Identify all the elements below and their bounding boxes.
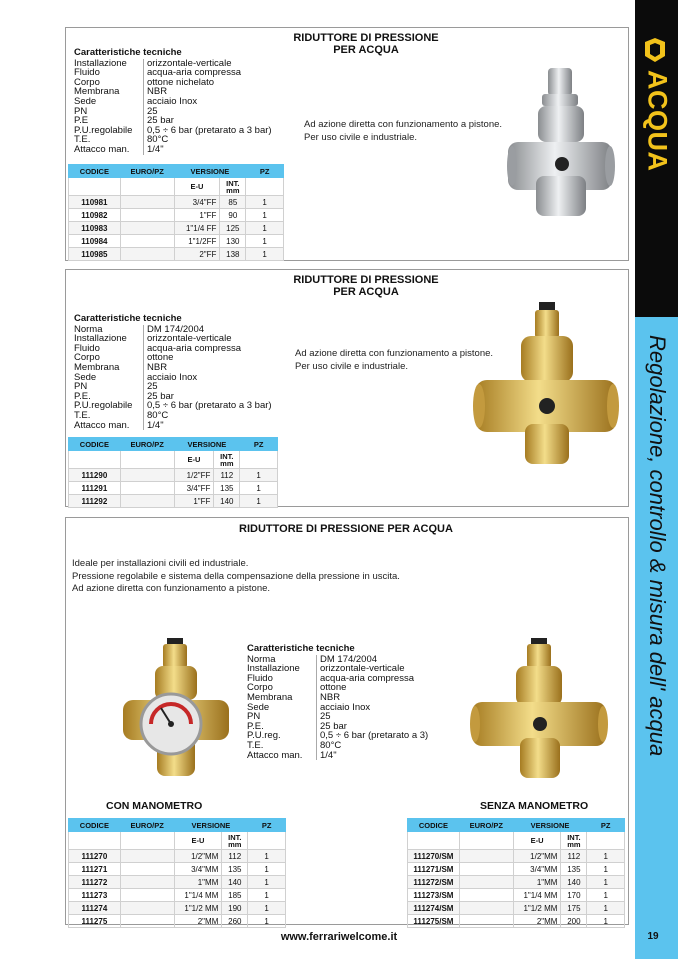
spec-row (74, 373, 272, 383)
spec-row (247, 751, 428, 761)
spec-value: 25 (147, 105, 158, 117)
spec-label: Sede (74, 97, 144, 107)
spec-value: 25 (320, 711, 331, 723)
spec-value: NBR (147, 86, 168, 98)
spec-label: Fluido (74, 344, 144, 354)
version-cell: 2"FF (174, 248, 220, 261)
spec-label: T.E. (74, 411, 144, 421)
qty-cell: 1 (248, 902, 286, 915)
int-mm-cell: 190 (222, 902, 248, 915)
version-cell: 3/4"FF (174, 196, 220, 209)
spec-value: ottone (147, 352, 174, 364)
int-mm-cell: 130 (220, 235, 246, 248)
product-table: CODICE EURO/PZ VERSIONE PZ E-U INT. mm 110981 3/4"FF 85 1 110982 1"FF 90 1 110983 1"1/4 FF 125 1 110984 1"1/2FF 130 1 110985 2"FF 138 1 (68, 164, 284, 261)
table-row (69, 495, 278, 508)
product-table-with-manometer: CODICE EURO/PZ VERSIONE PZ E-U INT. mm 111270 1/2"MM 112 1 111271 3/4"MM 135 1 111272 1"MM 140 1 111273 1"1/4 MM 185 1 111274 1"1/2 MM 190 1 111275 2"MM 260 1 (68, 818, 286, 928)
price-cell (120, 222, 174, 235)
version-cell: 1/2"MM (513, 850, 561, 863)
spec-label: T.E. (247, 741, 317, 751)
int-mm-cell: 90 (220, 209, 246, 222)
qty-cell: 1 (246, 222, 284, 235)
qty-cell: 1 (246, 196, 284, 209)
qty-cell: 1 (246, 248, 284, 261)
table-row (69, 235, 284, 248)
spec-label: Membrana (74, 87, 144, 97)
price-cell (120, 889, 174, 902)
int-mm-cell: 185 (222, 889, 248, 902)
qty-cell: 1 (248, 863, 286, 876)
side-section-title: Regolazione, controllo & misura dell' acqua (645, 335, 670, 757)
product-code: 111274 (69, 902, 121, 915)
int-mm-cell: 260 (222, 915, 248, 928)
int-mm-cell: 140 (222, 876, 248, 889)
product-table-without-manometer: CODICE EURO/PZ VERSIONE PZ E-U INT. mm 111270/SM 1/2"MM 112 1 111271/SM 3/4"MM 135 1 111272/SM 1"MM 140 1 111273/SM 1"1/4 MM 170 1 111274/SM 1"1/2 MM 175 1 111275/SM 2"MM 200 1 (407, 818, 625, 928)
qty-cell: 1 (248, 915, 286, 928)
price-cell (120, 235, 174, 248)
version-cell: 1"1/2 MM (174, 902, 222, 915)
product-code: 111270 (69, 850, 121, 863)
spec-value: orizzontale-verticale (147, 333, 232, 345)
version-cell: 1/2"FF (174, 469, 214, 482)
int-mm-cell: 135 (214, 482, 240, 495)
spec-value: 1/4" (147, 143, 164, 155)
table-row (69, 248, 284, 261)
price-cell (120, 495, 174, 508)
version-cell: 1"MM (174, 876, 222, 889)
qty-cell: 1 (240, 469, 278, 482)
spec-label: Membrana (247, 693, 317, 703)
product-code: 111271/SM (408, 863, 460, 876)
product-code: 110983 (69, 222, 121, 235)
price-cell (459, 876, 513, 889)
product-box-manometer-reducer (65, 517, 629, 925)
page-number: 19 (647, 931, 659, 942)
int-mm-cell: 170 (561, 889, 587, 902)
spec-row (74, 401, 272, 411)
qty-cell: 1 (246, 209, 284, 222)
without-manometer-label: SENZA MANOMETRO (480, 800, 589, 812)
spec-label: T.E. (74, 135, 144, 145)
spec-value: NBR (147, 361, 168, 373)
table-row (69, 850, 286, 863)
product-code: 111275 (69, 915, 121, 928)
spec-label: P.U.regolabile (74, 126, 144, 136)
table-row (408, 876, 625, 889)
product-table: CODICE EURO/PZ VERSIONE PZ E-U INT. mm 111290 1/2"FF 112 1 111291 3/4"FF 135 1 111292 1"FF 140 1 (68, 437, 278, 508)
qty-cell: 1 (248, 889, 286, 902)
qty-cell: 1 (587, 876, 625, 889)
price-cell (459, 889, 513, 902)
spec-row (247, 703, 428, 713)
int-mm-cell: 138 (220, 248, 246, 261)
spec-label: Attacco man. (247, 751, 317, 761)
spec-label: PN (247, 712, 317, 722)
price-cell (459, 863, 513, 876)
int-mm-cell: 135 (222, 863, 248, 876)
side-category-label: ACQUA (642, 70, 673, 172)
table-row (408, 915, 625, 928)
product-intro: Ideale per installazioni civili ed industriale. Pressione regolabile e sistema della compensazione della pressione in uscita. Ad azione diretta con funzionamento a pistone. (72, 558, 400, 594)
table-row (69, 902, 286, 915)
version-cell: 1"1/4 MM (513, 889, 561, 902)
product-code: 110981 (69, 196, 121, 209)
price-cell (120, 915, 174, 928)
spec-value: ottone (320, 682, 347, 694)
qty-cell: 1 (587, 850, 625, 863)
int-mm-cell: 135 (561, 863, 587, 876)
spec-value: orizzontale-verticale (320, 663, 405, 675)
spec-value: 1/4" (147, 419, 164, 431)
product-code: 111292 (69, 495, 121, 508)
spec-value: acqua-aria compressa (147, 67, 241, 79)
product-code: 111291 (69, 482, 121, 495)
spec-label: P.E (74, 116, 144, 126)
spec-label: P.E. (74, 392, 144, 402)
table-row (408, 850, 625, 863)
spec-label: Sede (247, 703, 317, 713)
spec-label: Corpo (74, 78, 144, 88)
version-cell: 1"1/4 FF (174, 222, 220, 235)
price-cell (120, 863, 174, 876)
price-cell (120, 196, 174, 209)
table-row (408, 863, 625, 876)
int-mm-cell: 85 (220, 196, 246, 209)
tech-specs: Caratteristiche tecniche Norma DM 174/2004 Installazione orizzontale-verticale Fluido acqua-aria compressa Corpo ottone Membrana NBR Sede acciaio Inox PN 25 P.E. 25 bar P.U.reg. 0,5 ÷ 6 bar (pretarato a 3) T.E. 80°C Attacco man. 1/4" (247, 643, 429, 761)
spec-value: DM 174/2004 (320, 653, 378, 665)
spec-label: P.U.reg. (247, 731, 317, 741)
product-description: Ad azione diretta con funzionamento a pistone. Per uso civile e industriale. (295, 348, 494, 372)
version-cell: 1"1/2FF (174, 235, 220, 248)
product-code: 111272 (69, 876, 121, 889)
product-code: 111271 (69, 863, 121, 876)
product-box-nickel-reducer (65, 27, 629, 261)
spec-label: PN (74, 382, 144, 392)
spec-label: Norma (247, 655, 317, 665)
brass-pressure-reducer-image (471, 302, 621, 474)
spec-label: Corpo (247, 683, 317, 693)
product-box-brass-reducer (65, 269, 629, 507)
with-manometer-label: CON MANOMETRO (106, 800, 203, 812)
spec-label: Installazione (247, 664, 317, 674)
int-mm-cell: 140 (561, 876, 587, 889)
product-code: 111272/SM (408, 876, 460, 889)
version-cell: 1/2"MM (174, 850, 222, 863)
tech-specs: Caratteristiche tecniche Installazione orizzontale-verticale Fluido acqua-aria compressa Corpo ottone nichelato Membrana NBR Sede acciaio Inox PN 25 P.E 25 bar P.U.regolabile 0,5 ÷ 6 bar (pretarato a 3 bar) T.E. 80°C Attacco man. 1/4" (74, 47, 272, 155)
table-row (69, 196, 284, 209)
reducer-without-manometer-image (466, 638, 611, 783)
spec-label: Norma (74, 325, 144, 335)
version-cell: 1"1/4 MM (174, 889, 222, 902)
spec-value: acciaio Inox (320, 701, 371, 713)
int-mm-cell: 125 (220, 222, 246, 235)
spec-label: Membrana (74, 363, 144, 373)
product-description: Ad azione diretta con funzionamento a pistone. Per uso civile e industriale. (304, 119, 503, 143)
table-row (69, 469, 278, 482)
qty-cell: 1 (240, 495, 278, 508)
spec-label: P.E. (247, 722, 317, 732)
qty-cell: 1 (587, 889, 625, 902)
price-cell (120, 469, 174, 482)
spec-label: Fluido (247, 674, 317, 684)
price-cell (120, 248, 174, 261)
price-cell (120, 876, 174, 889)
spec-label: Installazione (74, 59, 144, 69)
table-row (69, 889, 286, 902)
nickel-pressure-reducer-image (506, 68, 616, 218)
product-code: 111270/SM (408, 850, 460, 863)
int-mm-cell: 112 (214, 469, 240, 482)
spec-label: Corpo (74, 353, 144, 363)
spec-value: acqua-aria compressa (320, 672, 414, 684)
table-row (69, 482, 278, 495)
qty-cell: 1 (248, 850, 286, 863)
spec-row (74, 145, 272, 155)
spec-value: 0,5 ÷ 6 bar (pretarato a 3 bar) (147, 400, 272, 412)
price-cell (120, 902, 174, 915)
spec-value: NBR (320, 691, 341, 703)
table-row (69, 222, 284, 235)
spec-value: ottone nichelato (147, 76, 215, 88)
qty-cell: 1 (246, 235, 284, 248)
product-code: 110982 (69, 209, 121, 222)
int-mm-cell: 112 (222, 850, 248, 863)
int-mm-cell: 112 (561, 850, 587, 863)
spec-value: 25 (147, 381, 158, 393)
price-cell (459, 915, 513, 928)
spec-value: 25 bar (320, 720, 347, 732)
spec-value: 25 bar (147, 115, 174, 127)
price-cell (459, 902, 513, 915)
spec-value: DM 174/2004 (147, 323, 205, 335)
spec-label: Attacco man. (74, 421, 144, 431)
int-mm-cell: 175 (561, 902, 587, 915)
table-row (408, 889, 625, 902)
product-code: 111274/SM (408, 902, 460, 915)
spec-value: 0,5 ÷ 6 bar (pretarato a 3) (320, 730, 429, 742)
spec-label: P.U.regolabile (74, 401, 144, 411)
price-cell (120, 482, 174, 495)
spec-value: acqua-aria compressa (147, 342, 241, 354)
spec-value: 80°C (147, 409, 169, 421)
qty-cell: 1 (240, 482, 278, 495)
version-cell: 1"MM (513, 876, 561, 889)
product-code: 110984 (69, 235, 121, 248)
version-cell: 1"FF (174, 209, 220, 222)
int-mm-cell: 140 (214, 495, 240, 508)
spec-value: 0,5 ÷ 6 bar (pretarato a 3 bar) (147, 124, 272, 136)
qty-cell: 1 (587, 915, 625, 928)
spec-value: orizzontale-verticale (147, 57, 232, 69)
product-code: 110985 (69, 248, 121, 261)
version-cell: 1"FF (174, 495, 214, 508)
product-code: 111273 (69, 889, 121, 902)
spec-label: Sede (74, 373, 144, 383)
qty-cell: 1 (587, 863, 625, 876)
table-row (69, 863, 286, 876)
spec-value: acciaio Inox (147, 371, 198, 383)
version-cell: 2"MM (513, 915, 561, 928)
version-cell: 2"MM (174, 915, 222, 928)
spec-value: 25 bar (147, 390, 174, 402)
spec-row (74, 126, 272, 136)
reducer-with-manometer-image (121, 638, 231, 783)
spec-row (74, 421, 272, 431)
version-cell: 3/4"MM (174, 863, 222, 876)
website-url[interactable]: www.ferrariwelcome.it (280, 931, 398, 943)
spec-label: PN (74, 107, 144, 117)
price-cell (459, 850, 513, 863)
table-row (69, 209, 284, 222)
table-row (69, 915, 286, 928)
product-code: 111275/SM (408, 915, 460, 928)
spec-value: 80°C (147, 134, 169, 146)
product-title: RIDUTTORE DI PRESSIONE PER ACQUA (293, 274, 439, 298)
spec-row (74, 97, 272, 107)
product-code: 111273/SM (408, 889, 460, 902)
qty-cell: 1 (248, 876, 286, 889)
spec-value: 80°C (320, 739, 342, 751)
spec-label: Attacco man. (74, 145, 144, 155)
spec-value: 1/4" (320, 749, 337, 761)
tech-specs: Caratteristiche tecniche Norma DM 174/2004 Installazione orizzontale-verticale Fluido acqua-aria compressa Corpo ottone Membrana NBR Sede acciaio Inox PN 25 P.E. 25 bar P.U.regolabile 0,5 ÷ 6 bar (pretarato a 3 bar) T.E. 80°C Attacco man. 1/4" (74, 313, 272, 431)
product-code: 111290 (69, 469, 121, 482)
version-cell: 3/4"FF (174, 482, 214, 495)
table-row (69, 876, 286, 889)
table-row (408, 902, 625, 915)
version-cell: 1"1/2 MM (513, 902, 561, 915)
qty-cell: 1 (587, 902, 625, 915)
water-drop-logo-icon (641, 36, 669, 64)
price-cell (120, 209, 174, 222)
spec-label: Fluido (74, 68, 144, 78)
product-title: RIDUTTORE DI PRESSIONE PER ACQUA (239, 523, 453, 535)
int-mm-cell: 200 (561, 915, 587, 928)
spec-label: Installazione (74, 334, 144, 344)
product-title: RIDUTTORE DI PRESSIONE PER ACQUA (293, 32, 439, 56)
spec-value: acciaio Inox (147, 95, 198, 107)
version-cell: 3/4"MM (513, 863, 561, 876)
price-cell (120, 850, 174, 863)
